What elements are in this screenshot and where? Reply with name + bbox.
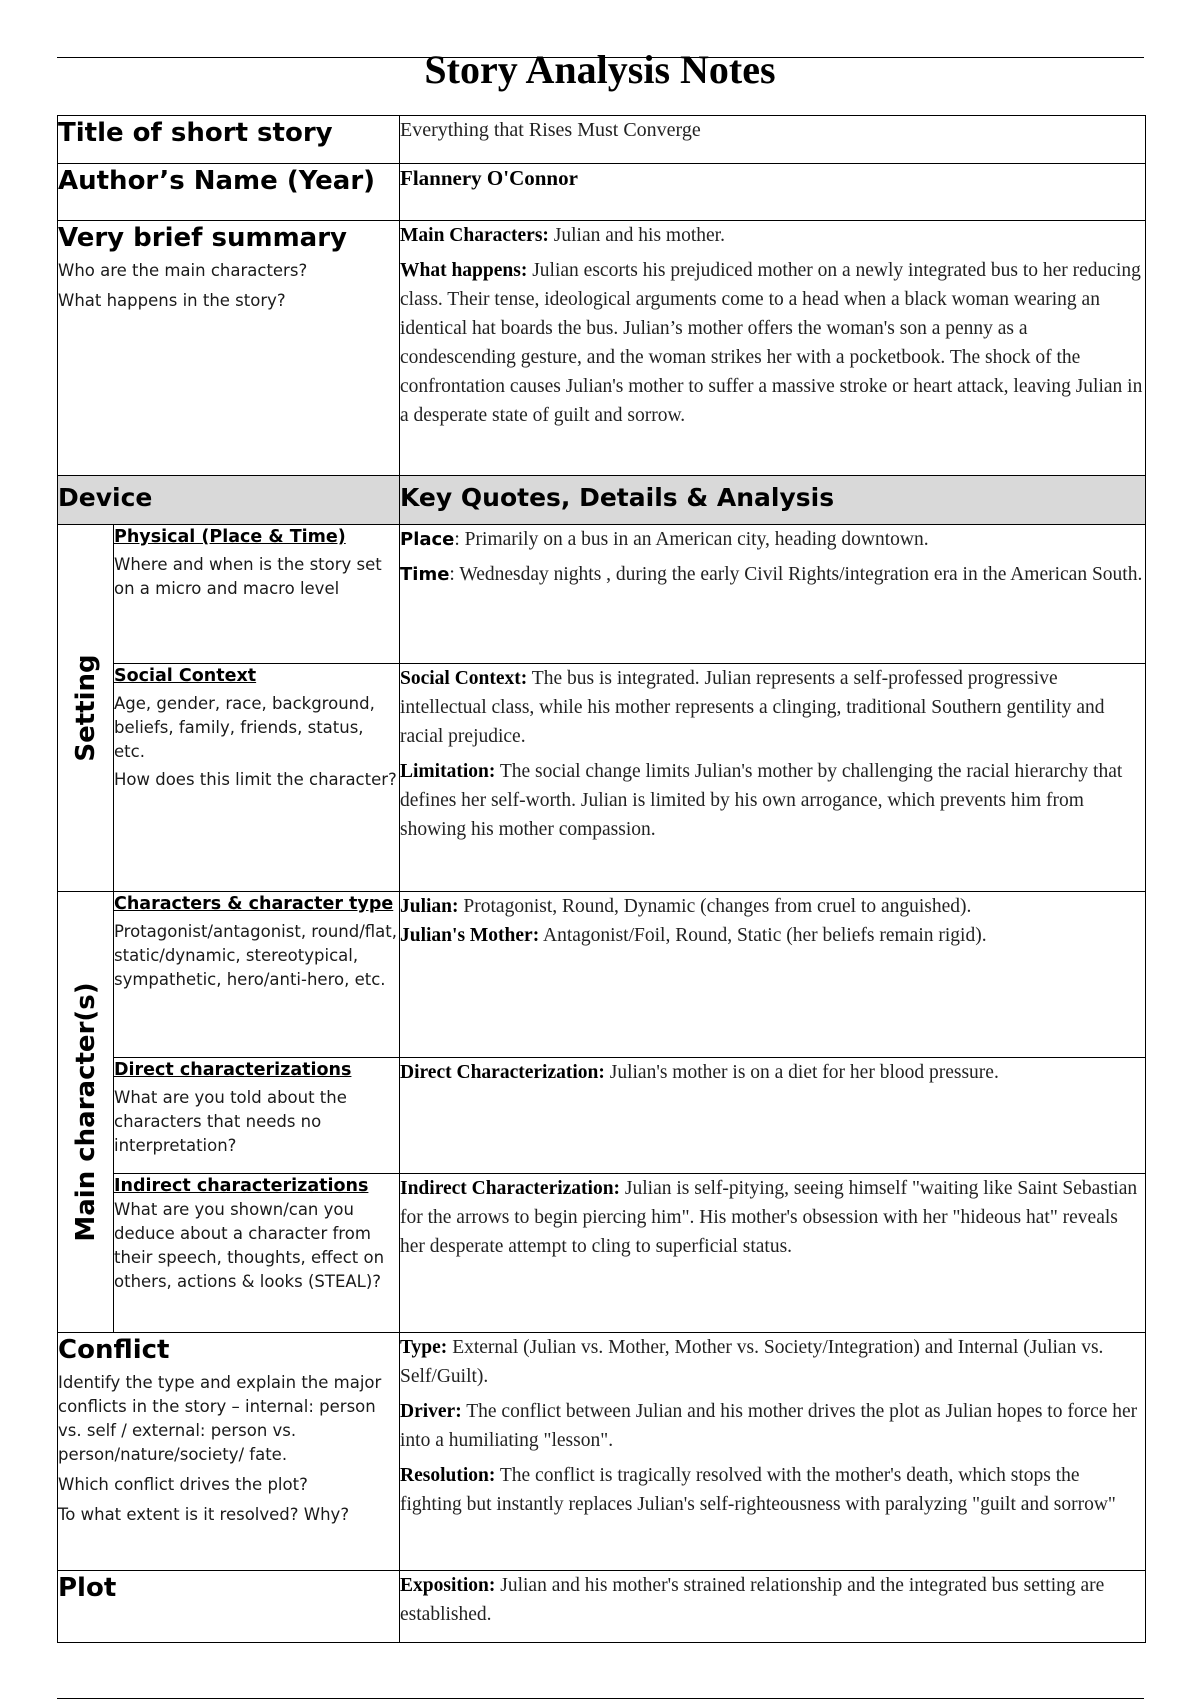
indirect-characterization-row: [58, 1174, 1146, 1333]
title-label: Title of short story: [58, 118, 333, 148]
place-text: Place: Primarily on a bus in an American city, heading downtown.: [400, 529, 929, 550]
social-limit-prompt: How does this limit the character?: [114, 770, 397, 789]
social-label-cell: [114, 664, 400, 892]
author-value-cell: [400, 164, 1146, 221]
indirect-prompt: What are you shown/can you deduce about a character from their speech, thoughts, effect on others, actions & looks (STEAL)?: [114, 1200, 385, 1291]
conflict-value-cell: [400, 1333, 1146, 1571]
analysis-table: [57, 115, 1146, 1643]
title-label-cell: [58, 116, 400, 164]
section-header-row: [58, 476, 1146, 525]
conflict-driver-text: Driver: The conflict between Julian and his mother drives the plot as Julian hopes to force her into a humiliating "lesson".: [400, 1401, 1138, 1451]
direct-label-cell: [114, 1058, 400, 1174]
plot-row: [58, 1571, 1146, 1643]
plot-label-cell: [58, 1571, 400, 1643]
author-label: Author’s Name (Year): [58, 166, 376, 196]
author-label-cell: [58, 164, 400, 221]
indirect-heading: Indirect characterizations: [114, 1176, 369, 1196]
direct-characterization-text: Direct Characterization: Julian's mother is on a diet for her blood pressure.: [400, 1062, 999, 1083]
title-row: [58, 116, 1146, 164]
title-value-cell: [400, 116, 1146, 164]
direct-characterization-row: [58, 1058, 1146, 1174]
physical-value-cell: [400, 525, 1146, 664]
character-types-row: [58, 892, 1146, 1058]
conflict-label-cell: [58, 1333, 400, 1571]
indirect-label-cell: [114, 1174, 400, 1333]
author-row: [58, 164, 1146, 221]
conflict-label: Conflict: [58, 1335, 170, 1365]
setting-social-row: [58, 664, 1146, 892]
indirect-characterization-text: Indirect Characterization: Julian is self-pitying, seeing himself "waiting like Saint Sebastian for the arrows to begin piercing him". His mother's obsession with her "hideous hat" reveals her desperate attempt to cling to superficial status.: [400, 1178, 1138, 1257]
device-header: Device: [58, 483, 153, 512]
conflict-driver-prompt: Which conflict drives the plot?: [58, 1475, 308, 1494]
physical-heading: Physical (Place & Time): [114, 527, 346, 547]
summary-label: Very brief summary: [58, 223, 347, 253]
exposition-text: Exposition: Julian and his mother's strained relationship and the integrated bus setting are established.: [400, 1575, 1105, 1625]
julian-text: Julian: Protagonist, Round, Dynamic (changes from cruel to anguished).: [400, 896, 972, 917]
setting-physical-row: [58, 525, 1146, 664]
conflict-resolution-prompt: To what extent is it resolved? Why?: [58, 1505, 350, 1524]
analysis-header-cell: [400, 476, 1146, 525]
physical-label-cell: [114, 525, 400, 664]
main-characters-text: Main Characters: Julian and his mother.: [400, 225, 725, 246]
plot-value-cell: [400, 1571, 1146, 1643]
setting-group-label: Setting: [70, 654, 101, 762]
summary-value-cell: [400, 221, 1146, 476]
author-value: Flannery O'Connor: [400, 166, 578, 190]
time-text: Time: Wednesday nights , during the early Civil Rights/integration era in the American South.: [400, 564, 1143, 585]
title-value: Everything that Rises Must Converge: [400, 119, 701, 141]
indirect-value-cell: [400, 1174, 1146, 1333]
summary-row: [58, 221, 1146, 476]
social-context-text: Social Context: The bus is integrated. Julian represents a self-professed progressive intellectual class, while his mother represents a clinging, traditional Southern gentility and racial prejudice.: [400, 668, 1105, 747]
analysis-header: Key Quotes, Details & Analysis: [400, 483, 835, 512]
character-types-heading: Characters & character type: [114, 894, 394, 914]
setting-group-cell: [58, 525, 114, 892]
mother-text: Julian's Mother: Antagonist/Foil, Round, Static (her beliefs remain rigid).: [400, 925, 987, 946]
character-types-label-cell: [114, 892, 400, 1058]
social-value-cell: [400, 664, 1146, 892]
conflict-type-text: Type: External (Julian vs. Mother, Mother vs. Society/Integration) and Internal (Julian vs. Self/Guilt).: [400, 1337, 1104, 1387]
summary-prompt-characters: Who are the main characters?: [58, 261, 308, 280]
plot-label: Plot: [58, 1573, 117, 1603]
direct-value-cell: [400, 1058, 1146, 1174]
direct-prompt: What are you told about the characters that needs no interpretation?: [114, 1088, 347, 1155]
what-happens-text: What happens: Julian escorts his prejudiced mother on a newly integrated bus to her reducing class. Their tense, ideological arguments come to a head when a black woman wearing an identical hat boards the bus. Julian’s mother offers the woman's son a penny as a condescending gesture, and the woman strikes her with a pocketbook. The shock of the confrontation causes Julian's mother to suffer a massive stroke or heart attack, leaving Julian in a desperate state of guilt and sorrow.: [400, 260, 1143, 426]
direct-heading: Direct characterizations: [114, 1060, 352, 1080]
page-title: Story Analysis Notes: [424, 47, 776, 92]
social-heading: Social Context: [114, 666, 257, 686]
limitation-text: Limitation: The social change limits Julian's mother by challenging the racial hierarchy that defines her self-worth. Julian is limited by his own arrogance, which prevents him from showing his mother compassion.: [400, 761, 1123, 840]
conflict-resolution-text: Resolution: The conflict is tragically resolved with the mother's death, which stops the fighting but instantly replaces Julian's self-righteousness with paralyzing "guilt and sorrow": [400, 1465, 1116, 1515]
summary-label-cell: [58, 221, 400, 476]
characters-group-cell: [58, 892, 114, 1333]
conflict-prompt: Identify the type and explain the major conflicts in the story – internal: person vs. self / external: person vs. person/nature/society/ fate.: [58, 1373, 382, 1464]
summary-prompt-events: What happens in the story?: [58, 291, 286, 310]
conflict-row: [58, 1333, 1146, 1571]
device-header-cell: [58, 476, 400, 525]
character-types-prompt: Protagonist/antagonist, round/flat, static/dynamic, stereotypical, sympathetic, hero/anti-hero, etc.: [114, 922, 397, 989]
character-types-value-cell: [400, 892, 1146, 1058]
bottom-rule: [57, 1698, 1144, 1699]
physical-prompt: Where and when is the story set on a micro and macro level: [114, 555, 382, 598]
social-prompt: Age, gender, race, background, beliefs, family, friends, status, etc.: [114, 694, 375, 761]
characters-group-label: Main character(s): [70, 982, 101, 1242]
